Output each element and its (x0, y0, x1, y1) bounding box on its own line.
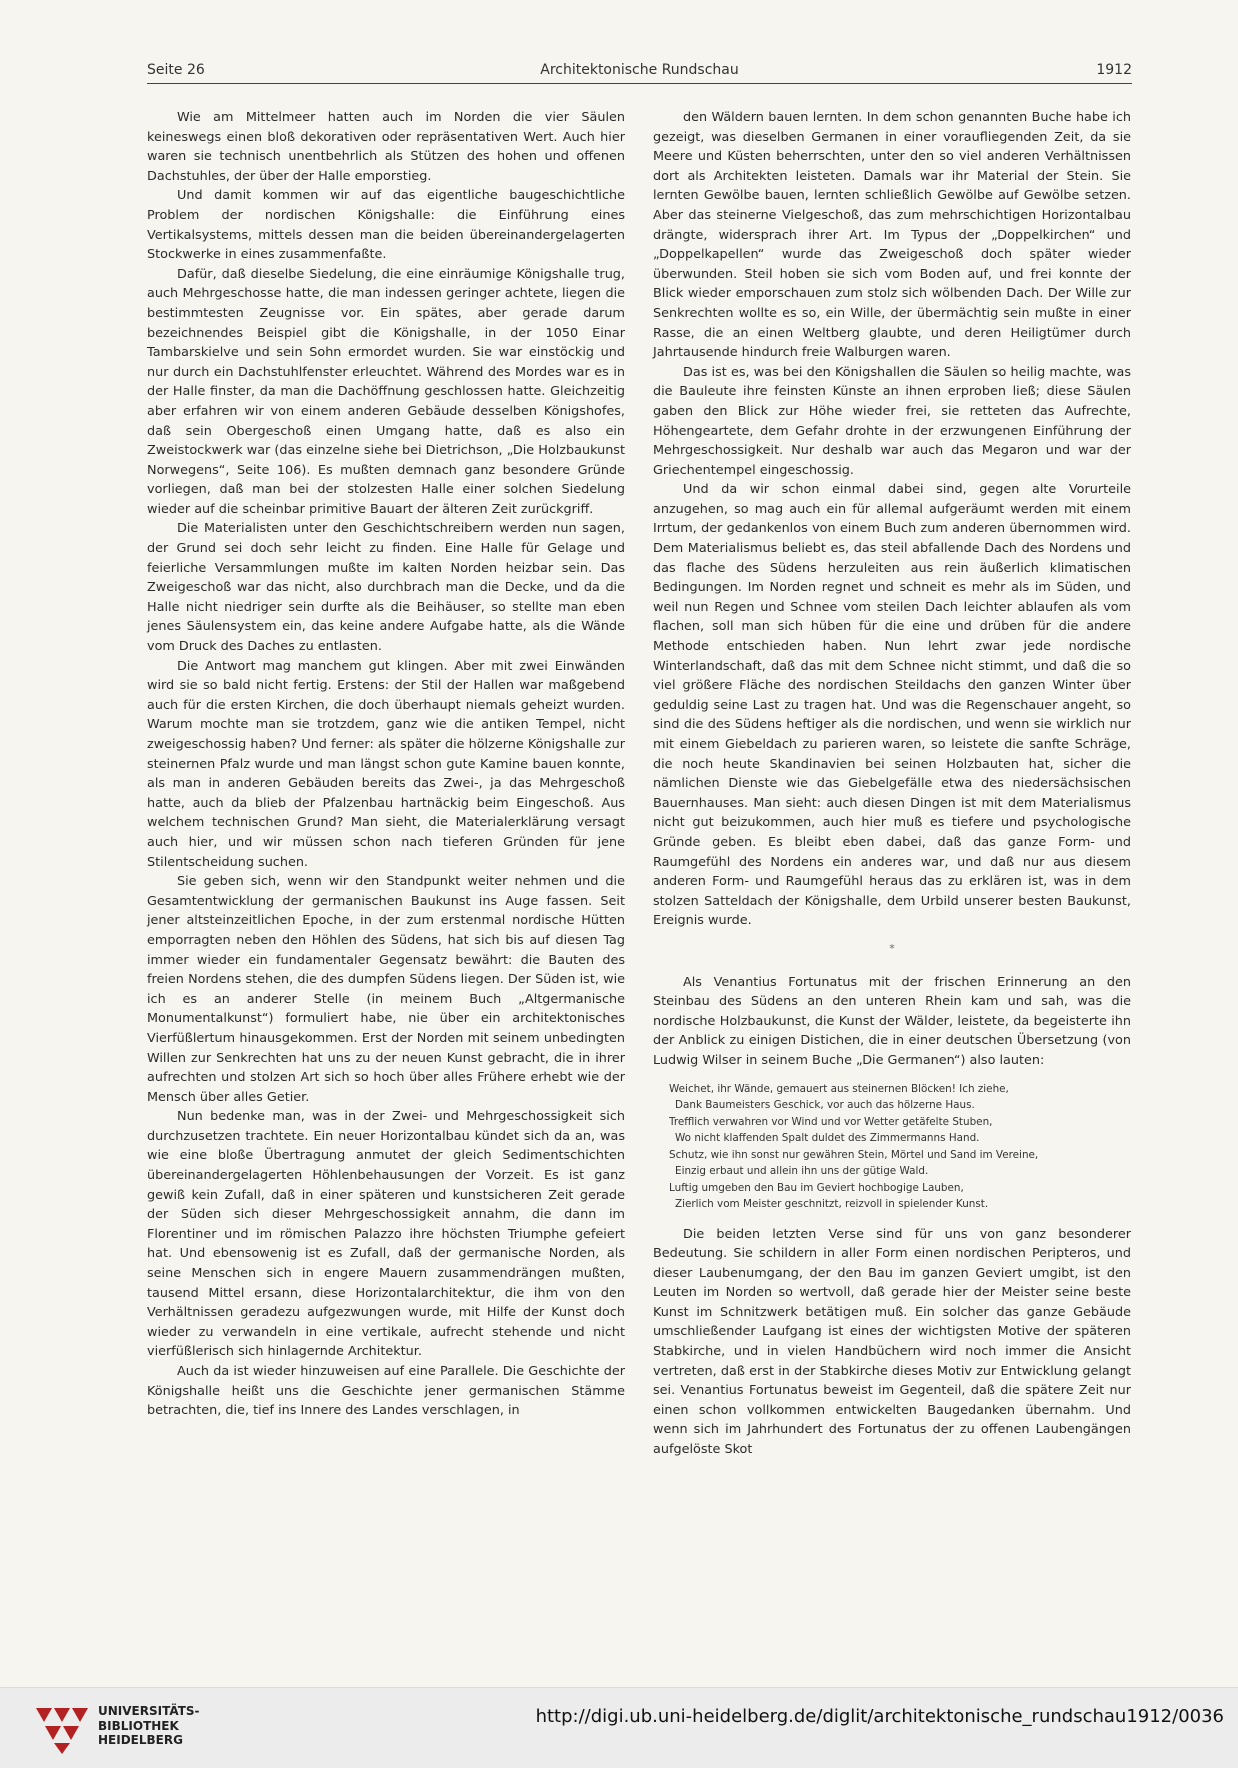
paragraph: Und da wir schon einmal dabei sind, gegen alte Vorurteile anzugehen, so mag auch ein für allemal aufgeräumt werden mit einem Irrtum, der gedankenlos von einem Buch zum anderen übernommen wird. Dem Materialismus beliebt es, das steil abfallende Dach des Nordens und das flache des Südens herzuleiten aus rein äußerlich klimatischen Bedingungen. Im Norden regnet und schneit es mehr als im Süden, und weil nun Regen und Schnee vom steilen Dach leichter ablaufen als vom flachen, soll man sich hüben für die eine und drüben für die andere Methode entschieden haben. Nun lehrt zwar jede nordische Winterlandschaft, daß das mit dem Schnee nicht stimmt, und daß die so viel größere Fläche des nordischen Steildachs den ganzen Winter über geduldig seine Last zu tragen hat. Und was die Regenschauer angeht, so sind die des Südens heftiger als die nordischen, und wenn sie wirklich nur mit einem Giebeldach zu parieren waren, so leistete die sanfte Schräge, die noch heute Skandinavien bei seinen Holzbauten hat, sicher die nämlichen Dienste wie das Giebelgefälle etwa des niedersächsischen Bauernhauses. Man sieht: auch diesen Dingen ist mit dem Materialismus nicht gut beizukommen, auch hier muß es tiefere und psychologische Gründe geben. Es bleibt eben dabei, daß das ganze Form- und Raumgefühl des Nordens ein anderes war, und daß nur aus diesem anderen Form- und Raumgefühl heraus das zu erklären ist, was in dem stolzen Satteldach der Königshalle, dem Urbild unserer besten Baukunst, Ereignis wurde. (653, 482, 1131, 929)
poem-line: Schutz, wie ihn sonst nur gewähren Stein, Mörtel und Sand im Vereine, (669, 1148, 1039, 1161)
poem-line: Trefflich verwahren vor Wind und vor Wetter getäfelte Stuben, (669, 1115, 993, 1128)
paragraph: Das ist es, was bei den Königshallen die Säulen so heilig machte, was die Bauleute ihre feinsten Künste an ihnen erproben ließ; diese Säulen gaben den Blick zur Höhe wieder frei, sie retteten das Aufrechte, Höhengeartete, dem Gefahr drohte in der erzwungenen Einführung der Mehrgeschossigkeit. Nur deshalb war auch das Megaron und war der Griechentempel eingeschossig. (653, 364, 1131, 478)
poem-line: Luftig umgeben den Bau im Geviert hochbogige Lauben, (669, 1181, 964, 1194)
poem-line: Dank Baumeisters Geschick, vor auch das hölzerne Haus. (675, 1099, 975, 1111)
poem-line: Einzig erbaut und allein ihn uns der gütige Wald. (675, 1165, 929, 1177)
right-column (653, 108, 1131, 1460)
section-separator: * (889, 941, 895, 955)
header-rule (147, 83, 1132, 84)
paragraph: Als Venantius Fortunatus mit der frischen Erinnerung an den Steinbau des Südens an den unteren Rhein kam und sah, was die nordische Holzbaukunst, die Kunst der Wälder, leistete, da begeisterte ihn der Anblick zu einigen Distichen, die in einer deutschen Übersetzung (von Ludwig Wilser in seinem Buche „Die Germanen“) also lauten: (653, 974, 1131, 1068)
library-line: HEIDELBERG (98, 1733, 183, 1747)
paragraph: Dafür, daß dieselbe Siedelung, die eine einräumige Königshalle trug, auch Mehrgeschosse hatte, die man indessen geringer achtete, liegen die bestimmtesten Zeugnisse vor. Ein spätes, aber gerade darum bezeichnendes Beispiel gibt die Königshalle, in der 1050 Einar Tambarskielve und sein Sohn ermordet wurden. Sie war einstöckig und nur durch ein Dachstuhlfenster erleuchtet. Während des Mordes war es in der Halle finster, da man die Dachöffnung geschlossen hatte. Gleichzeitig aber erfahren wir von einem anderen Gebäude desselben Königshofes, daß sein Obergeschoß einen Umgang hatte, daß es also ein Zweistockwerk war (das einzelne siehe bei Dietrichson, „Die Holzbaukunst Norwegens“, Seite 106). Es mußten demnach ganz besondere Gründe vorliegen, daß man bei der stolzesten Halle einer solchen Siedelung wieder auf die scheinbar primitive Bauart der älteren Zeit zurückgriff. (147, 266, 625, 517)
paragraph: Sie geben sich, wenn wir den Standpunkt weiter nehmen und die Gesamtentwicklung der germanischen Baukunst ins Auge fassen. Seit jener altsteinzeitlichen Epoche, in der zum erstenmal nordische Hütten emporragten neben den Höhlen des Südens, hat sich bis auf diesen Tag immer wieder ein fundamentaler Gegensatz bewährt: die Bauten des freien Nordens stehen, die des dumpfen Südens liegen. Der Süden ist, wie ich es an anderer Stelle (in meinem Buch „Altgermanische Monumentalkunst“) formuliert habe, nie über ein architektonisches Vierfüßlertum hinausgekommen. Erst der Norden mit seinem unbedingten Willen zur Senkrechten hat uns zu der neuen Kunst gebracht, die in ihrer aufrechten und stolzen Art sich so hoch über alles Frühere erhebt wie der Mensch über alles Getier. (147, 874, 625, 1105)
paragraph: Und damit kommen wir auf das eigentliche baugeschichtliche Problem der nordischen Königshalle: die Einführung eines Vertikalsystems, mittels dessen man die beiden übereinandergelagerten Stockwerke in eines zusammenfaßte. (147, 188, 625, 263)
journal-title: Architektonische Rundschau (540, 62, 739, 78)
paragraph: Die Antwort mag manchem gut klingen. Aber mit zwei Einwänden wird sie so bald nicht fertig. Erstens: der Stil der Hallen war maßgebend auch für die ersten Kirchen, die doch überhaupt niemals geheizt wurden. Warum mochte man sie trotzdem, ganz wie die antiken Tempel, nicht zweigeschossig haben? Und ferner: als später die hölzerne Königshalle zur steinernen Pfalz wurde und man längst schon gute Kamine bauen konnte, als man in anderen Gebäuden bereits das Zwei-, ja das Mehrgeschoß hatte, auch da blieb der Pfalzenbau hartnäckig beim Eingeschoß. Aus welchem technischen Grund? Man sieht, die Materialerklärung versagt auch hier, und wir müssen schon nach tieferen Gründen für jene Stilentscheidung suchen. (147, 658, 625, 870)
library-name (98, 1704, 200, 1748)
running-header (147, 58, 1132, 80)
paragraph: Wie am Mittelmeer hatten auch im Norden die vier Säulen keineswegs einen bloß dekorativen oder repräsentativen Wert. Auch hier waren sie technisch unentbehrlich als Stützen des hohen und offenen Dachstuhles, der über der Halle emporstieg. (147, 110, 625, 184)
paragraph: den Wäldern bauen lernten. In dem schon genannten Buche habe ich gezeigt, was dieselben Germanen in einer voraufliegenden Zeit, da sie Meere und Küsten beherrschten, unter den so viel anderen Verhältnissen dort als Architekten leisteten. Damals war ihr Material der Stein. Sie lernten Gewölbe bauen, lernten schließlich Gewölbe auf Gewölbe setzen. Aber das steinerne Vielgeschoß, das zum mehrschichtigen Horizontalbau drängte, widersprach ihrer Art. Im Typus der „Doppelkirchen“ und „Doppelkapellen“ wurde das Zweigeschoß doch später wieder überwunden. Steil hoben sie sich vom Boden auf, und frei konnte der Blick wieder emporschauen zum stolz sich wölbenden Dach. Der Wille zur Senkrechten wollte es so, ein Wille, der übermächtig sein mußte in einer Rasse, die an einen Weltberg glaubte, und deren Heiligtümer durch Jahrtausende hindurch freie Walburgen waren. (653, 110, 1131, 361)
year: 1912 (1096, 62, 1132, 78)
paragraph: Auch da ist wieder hinzuweisen auf eine Parallele. Die Geschichte der Königshalle heißt uns die Geschichte jener germanischen Stämme betrachten, die, tief ins Innere des Landes verschlagen, in (147, 1364, 625, 1419)
library-logo-icon (32, 1700, 90, 1754)
library-line: BIBLIOTHEK (98, 1718, 179, 1733)
left-column (147, 108, 625, 1421)
paragraph: Die Materialisten unter den Geschichtschreibern werden nun sagen, der Grund sei doch sehr leicht zu finden. Eine Halle für Gelage und feierliche Versammlungen mußte im kalten Norden heizbar sein. Das Zweigeschoß war das nicht, also durchbrach man die Decke, und da die Halle nicht niedriger sein durfte als die Beihäuser, so stellte man eben jenes Säulensystem ein, das keine andere Aufgabe hatte, als die Wände vom Druck des Daches zu entlasten. (147, 521, 625, 655)
poem-line: Weichet, ihr Wände, gemauert aus steinernen Blöcken! Ich ziehe, (669, 1082, 1009, 1095)
poem-line: Wo nicht klaffenden Spalt duldet des Zimmermanns Hand. (675, 1132, 980, 1144)
paragraph: Nun bedenke man, was in der Zwei- und Mehrgeschossigkeit sich durchzusetzen trachtete. Ein neuer Horizontalbau kündet sich da an, was wie eine bloße Übertragung anmutet der gleich Sedimentschichten übereinandergelagerten Höhlenbehausungen der Vorzeit. Es ist ganz gewiß kein Zufall, daß in einer späteren und kunstsicheren Zeit gerade der Süden sich dieser Mehrgeschossigkeit annahm, die dann im Florentiner und im römischen Palazzo ihre höchsten Triumphe gefeiert hat. Und ebensowenig ist es Zufall, daß der germanische Norden, als seine Menschen sich in engere Mauern zusammendrängen mußten, tausend Mittel ersann, diese Horizontalarchitektur, die ihm von den Verhältnissen geradezu aufgezwungen wurde, mit Hilfe der Kunst doch wieder zu verwandeln in eine vertikale, aufrecht stehende und nicht vierfüßlerisch sich hinlagernde Architektur. (147, 1109, 625, 1360)
paragraph: Die beiden letzten Verse sind für uns von ganz besonderer Bedeutung. Sie schildern in aller Form einen nordischen Peripteros, und dieser Laubenumgang, der den Bau im ganzen Geviert umgibt, ist den Leuten im Norden so wertvoll, daß gerade hier der Meister seine beste Kunst im Schnitzwerk betätigen muß. Ein solcher das ganze Gebäude umschließender Laufgang ist eines der wichtigsten Motive der späteren Stabkirche, und in vielen Handbüchern wird noch immer die Ansicht vertreten, daß erst in der Stabkirche dieses Motiv zur Entwicklung gelangt sei. Venantius Fortunatus beweist im Gegenteil, daß die spätere Zeit nur einen schon vollkommen entwickelten Baugedanken übernahm. Und wenn sich im Jahrhundert des Fortunatus der zu offenen Laubengängen aufgelöste Skot (653, 1226, 1131, 1458)
poem-line: Zierlich vom Meister geschnitzt, reizvoll in spielender Kunst. (675, 1198, 989, 1210)
poem-quote (669, 1081, 1131, 1213)
library-line: UNIVERSITÄTS- (98, 1704, 200, 1718)
page-number: Seite 26 (147, 62, 205, 78)
permalink-url[interactable]: http://digi.ub.uni-heidelberg.de/diglit/architektonische_rundschau1912/0036 (535, 1706, 1224, 1727)
